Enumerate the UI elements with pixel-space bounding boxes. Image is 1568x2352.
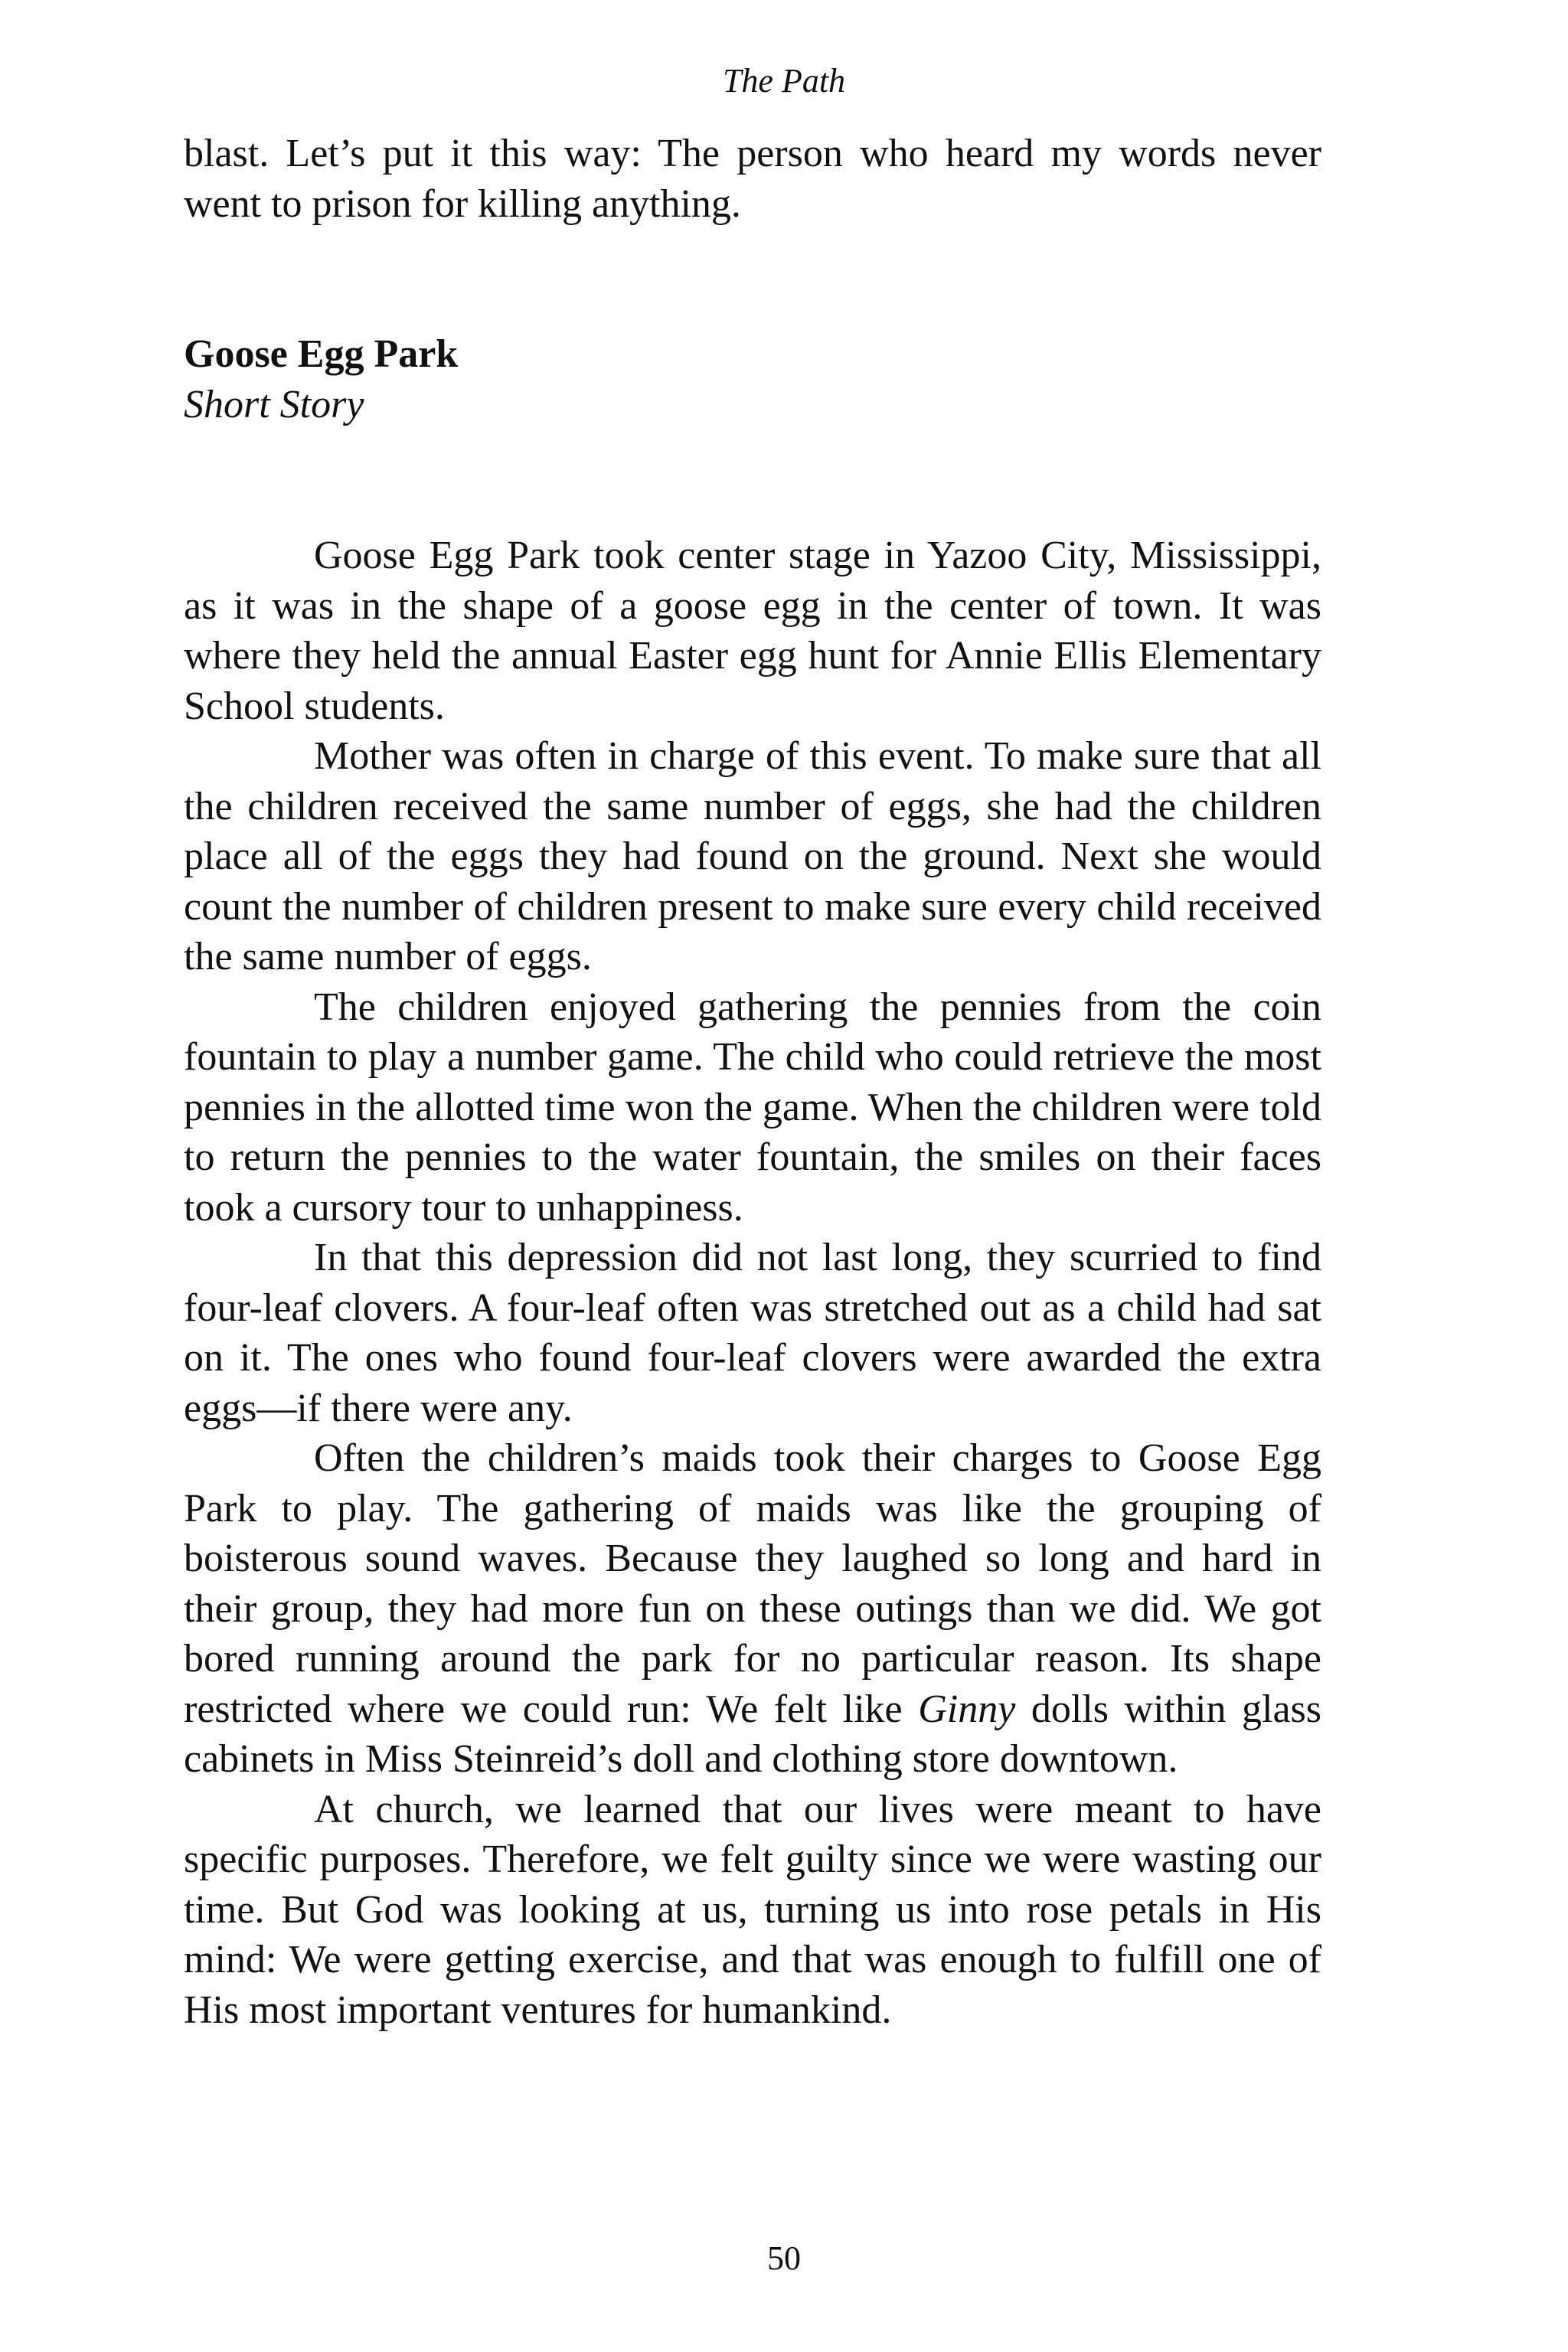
intro-text — [184, 129, 1321, 229]
paragraph-text-after: dolls within glass cabinets in Miss Steinreid’s doll and clothing store downtown. — [184, 1687, 1321, 1781]
italic-doll-name: Ginny — [918, 1687, 1016, 1731]
paragraph-text-before: Often the children’s maids took their charges to Goose Egg Park to play. The gathering of maids was like the grouping of boisterous sound waves. Because they laughed so long and hard in their group, they had more fun on these outings than we did. We got bored running around the park for no particular reason. Its shape restricted where we could run: We felt like — [184, 1436, 1321, 1731]
paragraph-ginny — [184, 1433, 1321, 1785]
paragraph: Mother was often in charge of this event. To make sure that all the children received the same number of eggs, she had the children place all of the eggs they had found on the ground. Next she would count the number of children present to make sure every child received the same number of eggs. — [184, 734, 1321, 978]
story-subtitle: Short Story — [184, 383, 364, 426]
final-paragraph: At church, we learned that our lives were meant to have specific purposes. Therefore, we felt guilty since we were wasting our time. But God was looking at us, turning us into rose petals in His mind: We were getting exercise, and that was enough to fulfill one of His most important ventures for humankind. — [184, 1787, 1321, 2032]
story-title: Goose Egg Park — [184, 332, 459, 376]
intro-paragraph: blast. Let’s put it this way: The person who heard my words never went to prison for killing anything. — [184, 132, 1321, 226]
page-number: 50 — [767, 2239, 801, 2277]
story-heading — [184, 329, 1321, 430]
paragraph: The children enjoyed gathering the pennies from the coin fountain to play a number game. The child who could retrieve the most pennies in the allotted time won the game. When the children were told to return the pennies to the water fountain, the smiles on their faces took a cursory tour to unhappiness. — [184, 985, 1321, 1230]
running-head: The Path — [722, 62, 846, 100]
story-body — [184, 531, 1321, 2035]
paragraph: In that this depression did not last long, they scurried to find four-leaf clovers. A four-leaf often was stretched out as a child had sat on it. The ones who found four-leaf clovers were awarded the extra eggs—if there were any. — [184, 1236, 1321, 1430]
paragraph: Goose Egg Park took center stage in Yazoo City, Mississippi, as it was in the shape of a goose egg in the center of town. It was where they held the annual Easter egg hunt for Annie Ellis Elementary School students. — [184, 534, 1321, 728]
